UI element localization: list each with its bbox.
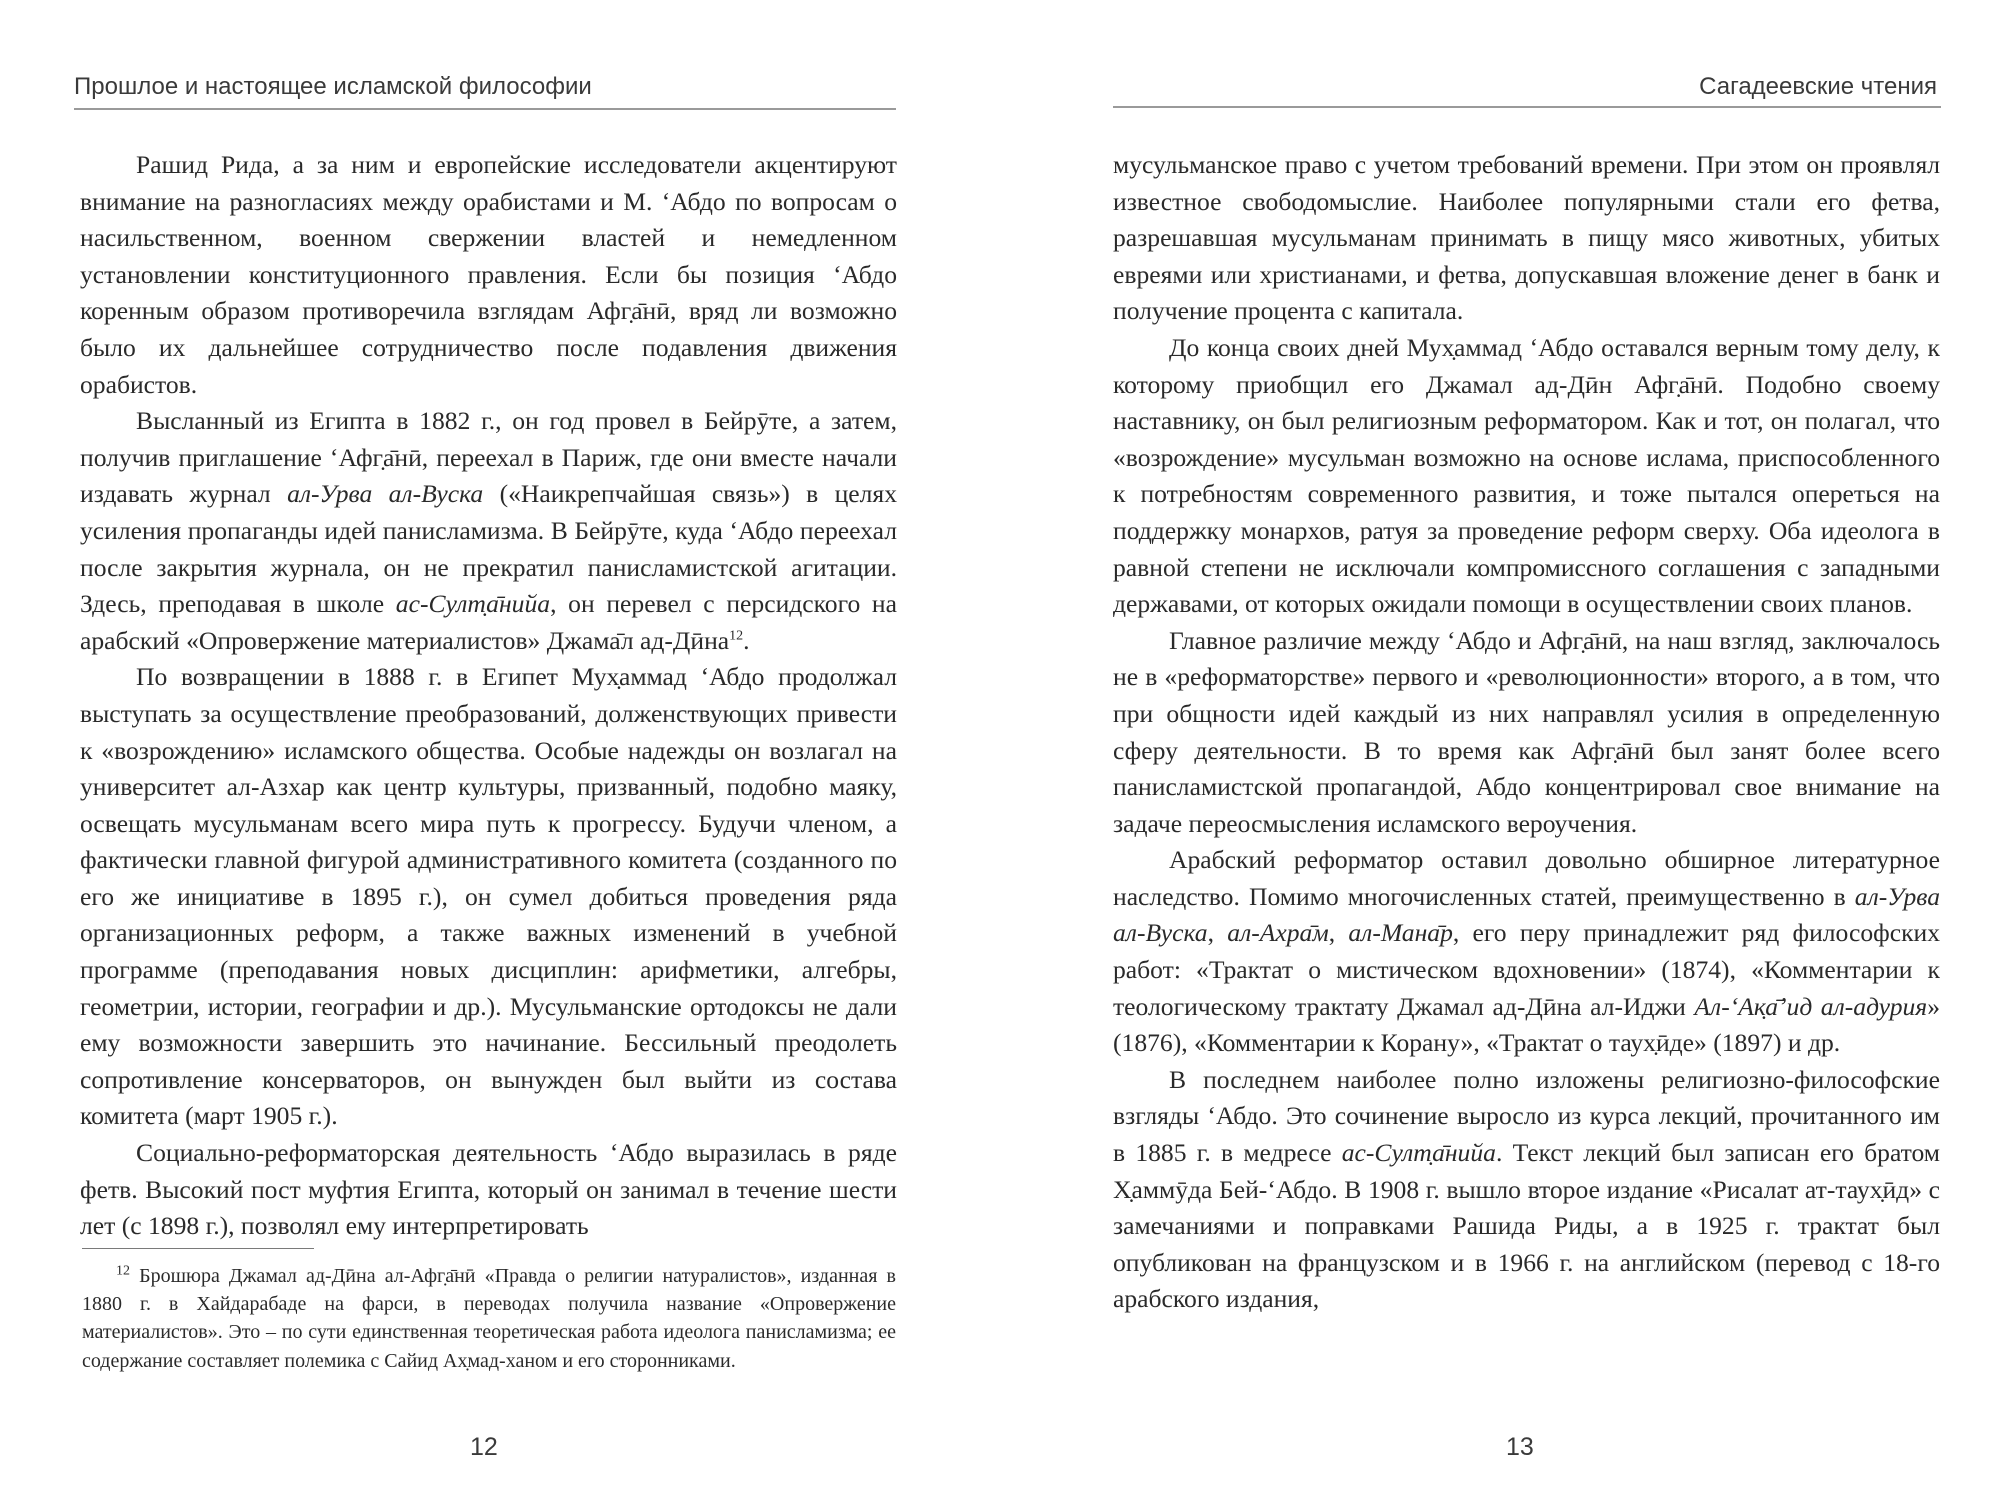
paragraph: Социально-реформаторская деятельность ‘Абдо выразилась в ряде фетв. Высокий пост муфтия Египта, который он занимал в течение шести лет (с 1898 г.), позволял ему интерпретировать: [80, 1138, 897, 1241]
right-page: [1000, 0, 2000, 1496]
footnote-text: Брошюра Джамал ад-Дӣна ал-Афг̣а̄нӣ «Правда о религии натуралистов», изданная в 1880 г. в Хайдарабаде на фарси, в переводах получила название «Опровержение материалистов». Это – по сути единственная теоретическая работа идеолога панисламизма; ее содержание составляет полемика с Сайид Ах̣мад-ханом и его сторонниками.: [82, 1265, 896, 1372]
page-number-left: 12: [470, 1433, 498, 1461]
paragraph: Арабский реформатор оставил довольно обширное литературное наследство. Помимо многочисленных статей, преимущественно в ал-Урва ал-Вуска, ал-Ахра̄м, ал-Мана̄р, его перу принадлежит ряд философских работ: «Трактат о мистическом вдохновении» (1874), «Комментарии к теологическому трактату Джамал ад-Дӣна ал-Иджи Ал-‘Ак̣а̄ʼид ал-адурия» (1876), «Комментарии к Корану», «Трактат о таух̣ӣде» (1897) и др.: [1113, 845, 1941, 1058]
footnote: [82, 1262, 896, 1375]
footnote-ref: 12: [729, 628, 744, 644]
left-body-text: [80, 147, 897, 1245]
right-body-text: [1113, 147, 1940, 1318]
footnote-mark: 12: [116, 1263, 130, 1279]
paragraph: мусульманское право с учетом требований времени. При этом он проявлял известное свободомыслие. Наиболее популярными стали его фетва, разрешавшая мусульманам принимать в пищу мясо животных, убитых евреями или христианами, и фетва, допускавшая вложение денег в банк и получение процента с капитала.: [1113, 150, 1940, 326]
running-head-left: Прошлое и настоящее исламской философии: [74, 70, 896, 110]
footnote-divider: [82, 1248, 314, 1249]
paragraph: Рашид Рида, а за ним и европейские исследователи акцентируют внимание на разногласиях между орабистами и М. ‘Абдо по вопросам о насильственном, военном свержении властей и немедленном установлении конституционного правления. Если бы позиция ‘Абдо коренным образом противоречила взглядам Афг̣а̄нӣ, вряд ли возможно было их дальнейшее сотрудничество после подавления движения орабистов.: [80, 150, 897, 399]
paragraph: По возвращении в 1888 г. в Египет Мух̣аммад ‘Абдо продолжал выступать за осуществление преобразований, долженствующих привести к «возрождению» исламского общества. Особые надежды он возлагал на университет ал-Азхар как центр культуры, призванный, подобно маяку, освещать мусульманам всего мира путь к прогрессу. Будучи членом, а фактически главной фигурой административного комитета (созданного по его же инициативе в 1895 г.), он сумел добиться проведения ряда организационных реформ, а также важных изменений в учебной программе (преподавания новых дисциплин: арифметики, алгебры, геометрии, истории, географии и др.). Мусульманские ортодоксы не дали ему возможности завершить это начинание. Бессильный преодолеть сопротивление консерваторов, он вынужден был выйти из состава комитета (март 1905 г.).: [80, 662, 897, 1131]
paragraph: В последнем наиболее полно изложены религиозно-философские взгляды ‘Абдо. Это сочинение выросло из курса лекций, прочитанного им в 1885 г. в медресе ас-Султ̣а̄нийа. Текст лекций был записан его братом Х̣аммӯда Бей-‘Абдо. В 1908 г. вышло второе издание «Рисалат ат-таух̣ӣд» с замечаниями и поправками Рашида Риды, а в 1925 г. трактат был опубликован на французском и в 1966 г. на английском (перевод с 18-го арабского издания,: [1113, 1064, 1940, 1314]
page-number-right: 13: [1506, 1433, 1534, 1461]
running-head-right: Сагадеевские чтения: [1113, 70, 1941, 108]
paragraph: Главное различие между ‘Абдо и Афг̣а̄нӣ, на наш взгляд, заключалось не в «реформаторстве» первого и «революционности» второго, а в том, что при общности идей каждый из них направлял усилия в определенную сферу деятельности. В то время как Афг̣а̄нӣ был занят более всего панисламистской пропагандой, Абдо концентрировал свое внимание на задаче переосмысления исламского вероучения.: [1113, 625, 1940, 838]
paragraph: До конца своих дней Мух̣аммад ‘Абдо оставался верным тому делу, к которому приобщил его Джамал ад-Дӣн Афг̣а̄нӣ. Подобно своему наставнику, он был религиозным реформатором. Как и тот, он полагал, что «возрождение» мусульман возможно на основе ислама, приспособленного к потребностям современного развития, и тоже пытался опереться на поддержку монархов, ратуя за проведение реформ сверху. Оба идеолога в равной степени не исключали компромиссного соглашения с западными державами, от которых ожидали помощи в осуществлении своих планов.: [1113, 332, 1940, 619]
paragraph: Высланный из Египта в 1882 г., он год провел в Бейрӯте, а затем, получив приглашение ‘Афг̣а̄нӣ, переехал в Париж, где они вместе начали издавать журнал ал-Урва ал-Вуска («Наикрепчайшая связь») в целях усиления пропаганды идей панисламизма. В Бейрӯте, куда ‘Абдо переехал после закрытия журнала, он не прекратил панисламистской агитации. Здесь, преподавая в школе ас-Султ̣а̄нийа, он перевел с персидского на арабский «Опровержение материалистов» Джама̄л ад-Дӣна$^{12}$.: [80, 406, 897, 655]
